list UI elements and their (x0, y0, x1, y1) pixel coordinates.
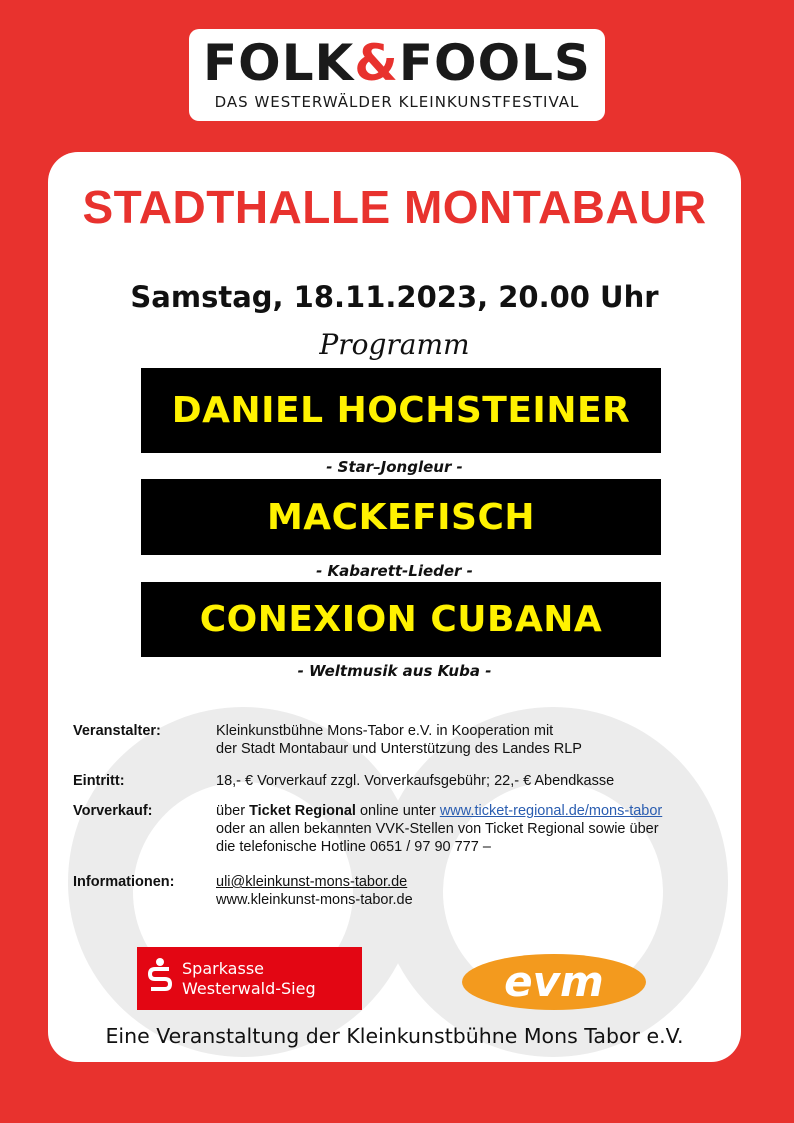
act-box-1 (141, 368, 661, 453)
act-name: CONEXION CUBANA (199, 599, 603, 640)
act-name: MACKEFISCH (266, 496, 536, 538)
website-text[interactable]: www.kleinkunst-mons-tabor.de (216, 892, 413, 908)
svg-text:evm: evm (504, 957, 604, 1006)
venue-title: STADTHALLE MONTABAUR (82, 181, 707, 233)
email-link[interactable]: uli@kleinkunst-mons-tabor.de (216, 874, 408, 890)
act-name: DANIEL HOCHSTEINER (171, 390, 631, 431)
act-box-2 (141, 479, 661, 555)
evm-logo (459, 952, 649, 1012)
info-label: Veranstalter: (73, 723, 161, 739)
info-value (216, 873, 716, 909)
festival-logo (189, 29, 605, 121)
info-label: Informationen: (73, 874, 175, 890)
ticket-link[interactable]: www.ticket-regional.de/mons-tabor (439, 803, 663, 819)
info-value: 18,- € Vorverkauf zzgl. Vorverkaufsgebühr; 22,- € Abendkasse (216, 773, 615, 789)
sparkasse-logo (137, 947, 362, 1010)
info-value: Kleinkunstbühne Mons-Tabor e.V. in Kooperation mit der Stadt Montabaur und Unterstützung des Landes RLP (216, 723, 582, 757)
event-datetime: Samstag, 18.11.2023, 20.00 Uhr (130, 280, 659, 314)
info-value: über Ticket Regional online unter www.ticket-regional.de/mons-tabor oder an allen bekannten VVK-Stellen von Ticket Regional sowie über die telefonische Hotline 0651 / 97 90 777 – (216, 803, 663, 855)
info-label: Eintritt: (73, 773, 125, 789)
programm-label: Programm (319, 328, 470, 361)
footer-text: Eine Veranstaltung der Kleinkunstbühne Mons Tabor e.V. (105, 1024, 684, 1048)
act-genre: - Star–Jongleur - (326, 458, 463, 476)
info-label: Vorverkauf: (73, 803, 153, 819)
sparkasse-line2: Westerwald-Sieg (182, 979, 316, 998)
sparkasse-line1: Sparkasse (182, 959, 264, 978)
logo-wordmark: FOLK&FOOLS (203, 34, 591, 92)
act-box-3 (141, 582, 661, 657)
sparkasse-s-icon (147, 957, 173, 991)
poster-card (48, 152, 741, 1062)
act-genre: - Weltmusik aus Kuba - (297, 662, 492, 680)
logo-tagline: DAS WESTERWÄLDER KLEINKUNSTFESTIVAL (214, 93, 580, 111)
act-genre: - Kabarett-Lieder - (316, 562, 473, 580)
